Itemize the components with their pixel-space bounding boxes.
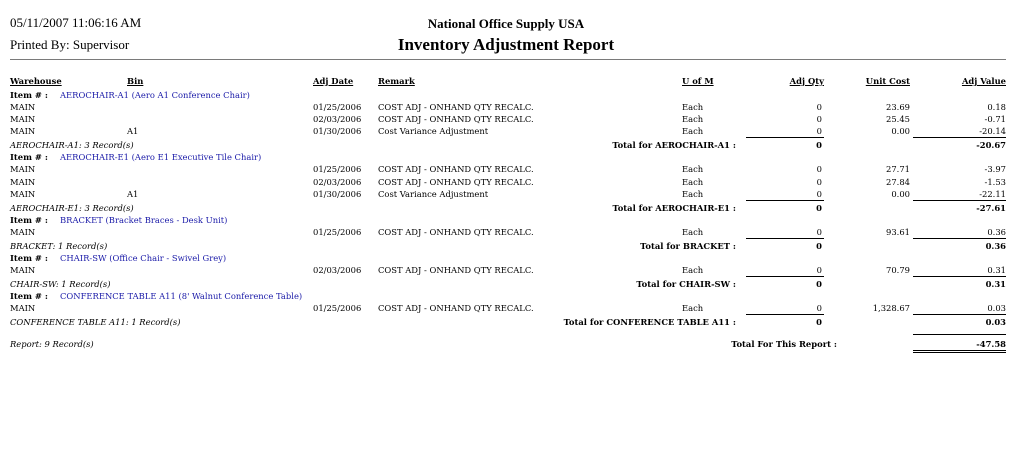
cell-remark: COST ADJ - ONHAND QTY RECALC. xyxy=(378,114,534,125)
group-total-value: -20.67 xyxy=(976,140,1006,151)
group-total-label: Total for CHAIR-SW : xyxy=(636,279,736,290)
cell-warehouse: MAIN xyxy=(10,126,36,137)
cell-adj-value: -20.14 xyxy=(979,126,1006,137)
cell-warehouse: MAIN xyxy=(10,164,36,175)
group-total-label: Total for BRACKET : xyxy=(640,240,736,251)
cell-adj-value: -0.71 xyxy=(984,114,1006,125)
subtotal-value-rule xyxy=(913,238,1006,239)
cell-remark: COST ADJ - ONHAND QTY RECALC. xyxy=(378,176,534,187)
cell-remark: COST ADJ - ONHAND QTY RECALC. xyxy=(378,303,534,314)
group-total-qty: 0 xyxy=(816,317,822,328)
item-header-row xyxy=(10,214,1006,226)
item-label: Item # : xyxy=(10,214,48,225)
subtotal-row xyxy=(10,200,1006,214)
report-total-row xyxy=(10,336,1006,350)
table-row xyxy=(10,188,1006,200)
group-record-count: AEROCHAIR-E1: 3 Record(s) xyxy=(10,202,134,213)
cell-remark: COST ADJ - ONHAND QTY RECALC. xyxy=(378,102,534,113)
column-header-row xyxy=(10,75,1006,89)
cell-remark: COST ADJ - ONHAND QTY RECALC. xyxy=(378,226,534,237)
group-record-count: BRACKET: 1 Record(s) xyxy=(10,240,108,251)
cell-unit-cost: 27.84 xyxy=(886,176,910,187)
item-group xyxy=(10,214,1006,252)
cell-remark: COST ADJ - ONHAND QTY RECALC. xyxy=(378,164,534,175)
cell-unit-cost: 0.00 xyxy=(891,126,910,137)
item-group xyxy=(10,89,1006,151)
cell-adj-value: 0.03 xyxy=(987,303,1006,314)
group-total-label: Total for CONFERENCE TABLE A11 : xyxy=(563,317,736,328)
report-body xyxy=(10,75,1006,350)
subtotal-row xyxy=(10,238,1006,252)
group-total-value: 0.03 xyxy=(985,317,1006,328)
cell-adj-value: 0.18 xyxy=(987,102,1006,113)
report-total-label: Total For This Report : xyxy=(731,339,837,350)
company-name: National Office Supply USA xyxy=(427,16,585,31)
cell-unit-cost: 27.71 xyxy=(886,164,910,175)
cell-remark: Cost Variance Adjustment xyxy=(378,126,489,137)
group-total-qty: 0 xyxy=(816,202,822,213)
cell-warehouse: MAIN xyxy=(10,265,36,276)
item-label: Item # : xyxy=(10,90,48,100)
subtotal-value-rule xyxy=(913,200,1006,201)
subtotal-value-rule xyxy=(913,276,1006,277)
cell-unit-cost: 25.45 xyxy=(886,114,910,125)
col-unit-cost: Unit Cost xyxy=(865,76,910,86)
cell-uom: Each xyxy=(682,265,704,276)
header-divider xyxy=(10,59,1006,60)
table-row xyxy=(10,302,1006,314)
item-header-row xyxy=(10,290,1006,302)
group-record-count: CHAIR-SW: 1 Record(s) xyxy=(10,279,111,290)
item-group xyxy=(10,252,1006,290)
cell-uom: Each xyxy=(682,303,704,314)
print-datetime: 05/11/2007 11:06:16 AM xyxy=(10,15,142,30)
table-row xyxy=(10,264,1006,276)
cell-adj-date: 02/03/2006 xyxy=(313,176,362,187)
group-total-qty: 0 xyxy=(816,140,822,151)
group-total-value: 0.36 xyxy=(985,240,1006,251)
group-total-label: Total for AEROCHAIR-A1 : xyxy=(612,140,736,151)
table-row xyxy=(10,125,1006,137)
subtotal-qty-rule xyxy=(746,276,824,277)
cell-adj-qty: 0 xyxy=(816,176,822,187)
group-total-qty: 0 xyxy=(816,279,822,290)
cell-warehouse: MAIN xyxy=(10,102,36,113)
col-adj-qty: Adj Qty xyxy=(789,76,824,86)
cell-adj-date: 02/03/2006 xyxy=(313,114,362,125)
subtotal-value-rule xyxy=(913,137,1006,138)
subtotal-qty-rule xyxy=(746,314,824,315)
cell-adj-qty: 0 xyxy=(816,102,822,113)
table-row xyxy=(10,226,1006,238)
table-row xyxy=(10,113,1006,125)
item-group xyxy=(10,151,1006,213)
cell-unit-cost: 23.69 xyxy=(886,102,910,113)
cell-adj-qty: 0 xyxy=(816,164,822,175)
item-label: Item # : xyxy=(10,291,48,302)
subtotal-row xyxy=(10,314,1006,328)
cell-warehouse: MAIN xyxy=(10,226,36,237)
group-total-qty: 0 xyxy=(816,240,822,251)
table-row xyxy=(10,163,1006,175)
cell-unit-cost: 0.00 xyxy=(891,188,910,199)
group-total-value: 0.31 xyxy=(985,279,1006,290)
report-title: Inventory Adjustment Report xyxy=(397,35,615,54)
cell-adj-qty: 0 xyxy=(816,226,822,237)
group-record-count: AEROCHAIR-A1: 3 Record(s) xyxy=(10,140,134,151)
cell-uom: Each xyxy=(682,114,704,125)
item-header-row xyxy=(10,151,1006,163)
cell-adj-date: 01/25/2006 xyxy=(313,164,362,175)
item-description: CHAIR-SW (Office Chair - Swivel Grey) xyxy=(60,252,227,263)
cell-adj-qty: 0 xyxy=(816,303,822,314)
item-description: BRACKET (Bracket Braces - Desk Unit) xyxy=(60,214,228,225)
group-total-value: -27.61 xyxy=(976,202,1006,213)
report-count: Report: 9 Record(s) xyxy=(10,339,94,350)
col-remark: Remark xyxy=(378,76,415,86)
cell-adj-value: -3.97 xyxy=(984,164,1006,175)
report-total-value: -47.58 xyxy=(976,339,1006,350)
col-uom: U of M xyxy=(682,76,714,86)
cell-remark: Cost Variance Adjustment xyxy=(378,188,489,199)
cell-uom: Each xyxy=(682,164,704,175)
col-bin: Bin xyxy=(127,76,144,86)
group-total-label: Total for AEROCHAIR-E1 : xyxy=(612,202,736,213)
cell-adj-value: -1.53 xyxy=(984,176,1006,187)
cell-uom: Each xyxy=(682,176,704,187)
cell-adj-date: 01/30/2006 xyxy=(313,126,362,137)
cell-uom: Each xyxy=(682,226,704,237)
subtotal-qty-rule xyxy=(746,137,824,138)
item-description: AEROCHAIR-E1 (Aero E1 Executive Tile Chair) xyxy=(60,152,262,163)
col-warehouse: Warehouse xyxy=(10,76,62,86)
cell-remark: COST ADJ - ONHAND QTY RECALC. xyxy=(378,265,534,276)
item-description: AEROCHAIR-A1 (Aero A1 Conference Chair) xyxy=(60,90,250,100)
cell-warehouse: MAIN xyxy=(10,188,36,199)
cell-adj-qty: 0 xyxy=(816,265,822,276)
cell-adj-date: 01/25/2006 xyxy=(313,226,362,237)
table-row xyxy=(10,101,1006,113)
grand-total-double-rule xyxy=(913,350,1006,353)
cell-uom: Each xyxy=(682,188,704,199)
group-record-count: CONFERENCE TABLE A11: 1 Record(s) xyxy=(10,317,181,328)
grand-total-rule xyxy=(913,334,1006,335)
item-label: Item # : xyxy=(10,152,48,163)
cell-bin: A1 xyxy=(127,126,139,137)
item-header-row xyxy=(10,89,1006,101)
cell-adj-qty: 0 xyxy=(816,114,822,125)
cell-unit-cost: 1,328.67 xyxy=(872,303,910,314)
cell-adj-value: 0.31 xyxy=(987,265,1006,276)
subtotal-row xyxy=(10,137,1006,151)
cell-adj-date: 02/03/2006 xyxy=(313,265,362,276)
item-description: CONFERENCE TABLE A11 (8' Walnut Conference Table) xyxy=(60,291,303,302)
cell-adj-qty: 0 xyxy=(816,126,822,137)
cell-adj-date: 01/30/2006 xyxy=(313,188,362,199)
subtotal-qty-rule xyxy=(746,200,824,201)
cell-unit-cost: 70.79 xyxy=(886,265,910,276)
cell-warehouse: MAIN xyxy=(10,176,36,187)
item-groups xyxy=(10,89,1006,328)
table-row xyxy=(10,176,1006,188)
col-adj-date: Adj Date xyxy=(313,76,354,86)
cell-adj-value: -22.11 xyxy=(979,188,1006,199)
cell-bin: A1 xyxy=(127,188,139,199)
cell-adj-date: 01/25/2006 xyxy=(313,102,362,113)
item-header-row xyxy=(10,252,1006,264)
cell-uom: Each xyxy=(682,102,704,113)
col-adj-value: Adj Value xyxy=(961,76,1006,86)
printed-by: Printed By: Supervisor xyxy=(10,37,130,52)
cell-uom: Each xyxy=(682,126,704,137)
subtotal-row xyxy=(10,276,1006,290)
cell-warehouse: MAIN xyxy=(10,114,36,125)
cell-adj-value: 0.36 xyxy=(987,226,1006,237)
cell-unit-cost: 93.61 xyxy=(886,226,910,237)
cell-warehouse: MAIN xyxy=(10,303,36,314)
cell-adj-date: 01/25/2006 xyxy=(313,303,362,314)
subtotal-qty-rule xyxy=(746,238,824,239)
cell-adj-qty: 0 xyxy=(816,188,822,199)
subtotal-value-rule xyxy=(913,314,1006,315)
item-label: Item # : xyxy=(10,252,48,263)
item-group xyxy=(10,290,1006,328)
